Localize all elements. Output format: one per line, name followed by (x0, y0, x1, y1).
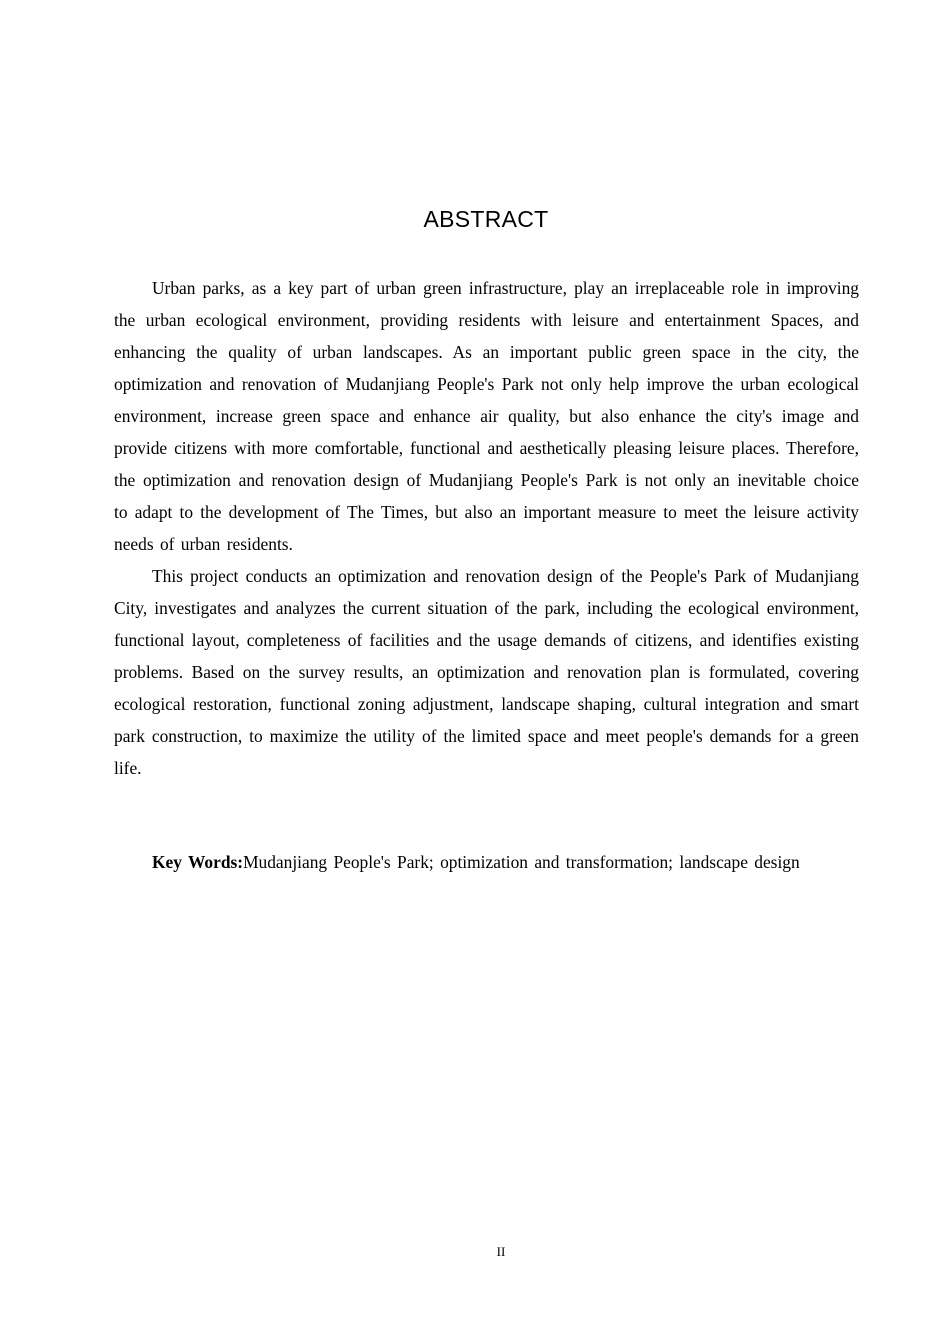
page-number: II (496, 1244, 506, 1259)
keywords-line (114, 846, 859, 878)
abstract-title: ABSTRACT (423, 206, 549, 232)
abstract-paragraph-1: Urban parks, as a key part of urban green infrastructure, play an irreplaceable role in improving the urban ecological environment, providing residents with leisure and entertainment Spaces, and enhancing the quality of urban landscapes. As an important public green space in the city, the optimization and renovation of Mudanjiang People's Park not only help improve the urban ecological environment, increase green space and enhance air quality, but also enhance the city's image and provide citizens with more comfortable, functional and aesthetically pleasing leisure places. Therefore, the optimization and renovation design of Mudanjiang People's Park is not only an inevitable choice to adapt to the development of The Times, but also an important measure to meet the leisure activity needs of urban residents. (114, 278, 859, 554)
abstract-paragraph-2: This project conducts an optimization and renovation design of the People's Park of Mudanjiang City, investigates and analyzes the current situation of the park, including the ecological environment, functional layout, completeness of facilities and the usage demands of citizens, and identifies existing problems. Based on the survey results, an optimization and renovation plan is formulated, covering ecological restoration, functional zoning adjustment, landscape shaping, cultural integration and smart park construction, to maximize the utility of the limited space and meet people's demands for a green life. (114, 566, 859, 778)
keywords-label: Key Words: (152, 852, 244, 872)
keywords-text: Mudanjiang People's Park; optimization and transformation; landscape design (243, 852, 800, 872)
abstract-body (114, 272, 859, 784)
